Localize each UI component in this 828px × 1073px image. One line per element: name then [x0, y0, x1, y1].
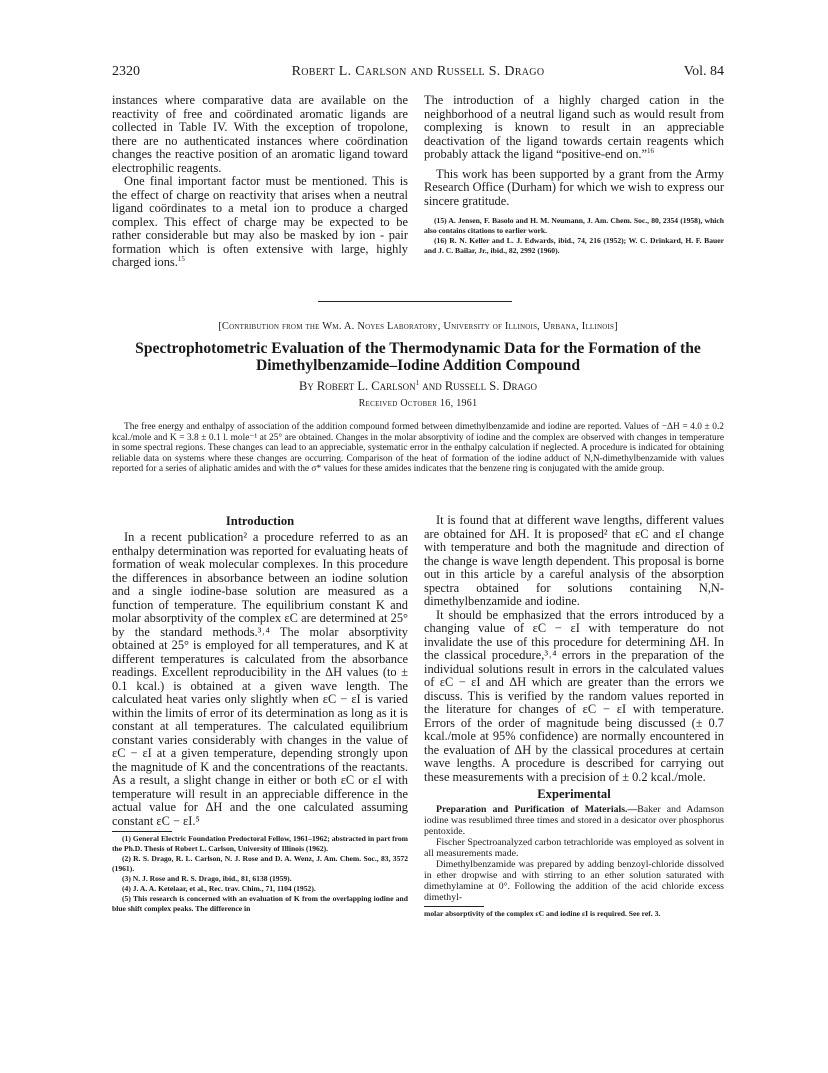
experimental-paragraph: Fischer Spectroanalyzed carbon tetrachloride was employed as solvent in all measurements made. [424, 837, 724, 859]
footnote: (15) A. Jensen, F. Basolo and H. M. Neumann, J. Am. Chem. Soc., 80, 2354 (1958), which also contains citations to earlier work. [424, 216, 724, 235]
body-paragraph: The introduction of a highly charged cation in the neighborhood of a neutral ligand such as would result from complexing is known to result in an appreciable deactivation of the ligand towards certain reagents which probably attack the ligand “positive-end on.”$^{16}$ [424, 93, 724, 161]
abstract: The free energy and enthalpy of association of the addition compound formed between dimethylbenzamide and iodine are reported. Values of −ΔH = 4.0 ± 0.2 kcal./mole and K = 3.8 ± 0.1 l. mole⁻¹ at 25° are obtained. Changes in the molar absorptivity of iodine and the complex are observed with changes in temperature in some spectral regions. These changes can lead to an appreciable, systematic error in the enthalpy calculation if neglected. A procedure is indicated for obtaining reliable data on systems where these changes are occurring. Comparison of the heat of formation of the iodine adduct of N,N-dimethylbenzamide with values reported for a series of aliphatic amides and with the σ* values for these amides indicates that the benzene ring is conjugated with the amide group. [112, 422, 724, 475]
previous-article-right-column [424, 94, 724, 256]
page-number: 2320 [112, 64, 140, 79]
acknowledgment-paragraph: This work has been supported by a grant from the Army Research Office (Durham) for which we wish to express our sincere gratitude. [424, 166, 724, 208]
footnote-ref: 16 [646, 146, 654, 155]
footnote: (5) This research is concerned with an evaluation of K from the overlapping iodine and blue shift complex peaks. The difference in [112, 894, 408, 913]
section-heading: Introduction [225, 514, 295, 528]
received-date: Received October 16, 1961 [358, 398, 478, 409]
body-paragraph: In a recent publication² a procedure referred to as an enthalpy determination was reported for evaluating heats of formation of weak molecular complexes. In this procedure the differences in absorbance between an iodine solution and a single iodine-base solution are measured as a function of temperature. The equilibrium constant K and molar absorptivity of the complex εC are determined at 25° by the standard methods.³˒⁴ The molar absorptivity obtained at 25° is employed for all temperatures, and K at different temperatures is calculated from the absorbance readings. Excellent reproducibility in the ΔH values (to ± 0.1 kcal.) is obtained at a given wave length. The calculated heat varies only slightly when εC − εI is varied within the limits of error of its determination as long as it is constant at all temperatures. The calculated equilibrium constant varies considerably with changes in the value of εC − εI at a given temperature, depending strongly upon the magnitude of K and the concentrations of the reactants. As a result, a slight change in either or both εC or εI with temperature will result in an appreciable difference in the actual value for ΔH and the one calculated assuming constant εC − εI.⁵ [112, 530, 408, 828]
footnote-ref: 15 [177, 254, 185, 263]
body-paragraph: It should be emphasized that the errors introduced by a changing value of εC − εI with temperature do not invalidate the use of this procedure for determining ΔH. In the classical procedure,³˒⁴ errors in the preparation of the individual solutions result in errors in the calculated values of εC − εI and ΔH which are greater than the errors we discuss. This is verified by the random values reported in the literature for changes of εC − εI with temperature. Errors of the order of magnitude being discussed (± 0.7 kcal./mole at 95% confidence) are normally encountered in the evaluation of ΔH by the classical procedures at certain wave lengths. A procedure is described for carrying out these measurements with a precision of ± 0.2 kcal./mole. [424, 607, 724, 784]
footnote-divider [112, 831, 172, 832]
section-divider [318, 301, 512, 302]
byline: By Robert L. Carlson$^1$ and Russell S. Drago [298, 378, 538, 393]
footnote: (4) J. A. A. Ketelaar, et al., Rec. trav. Chim., 71, 1104 (1952). [122, 884, 316, 893]
footnote: (16) R. N. Keller and L. J. Edwards, ibid., 74, 216 (1952); W. C. Drinkard, H. F. Bauer and J. C. Bailar, Jr., ibid., 82, 2992 (1960). [424, 236, 724, 255]
article-title: Spectrophotometric Evaluation of the Thermodynamic Data for the Formation of the Dimethylbenzamide–Iodine Addition Compound [135, 340, 701, 374]
footnote: (2) R. S. Drago, R. L. Carlson, N. J. Rose and D. A. Wenz, J. Am. Chem. Soc., 83, 3572 (1961). [112, 854, 408, 873]
body-paragraph: instances where comparative data are available on the reactivity of free and coördinated aromatic ligands are collected in Table IV. With the exception of tropolone, there are no authenticated instances where coördination changes the reactive position of an aromatic ligand toward electrophilic reagents. [112, 93, 408, 175]
section-heading: Experimental [537, 787, 611, 801]
body-paragraph: It is found that at different wave lengths, different values are obtained for ΔH. It is proposed² that εC and εI change with temperature and both the magnitude and direction of the change is wave length dependent. This proposal is borne out in this article by a careful analysis of the absorption spectra obtained for solutions containing N,N-dimethylbenzamide and iodine. [424, 513, 724, 608]
previous-article-left-column [112, 94, 408, 270]
author-name: Russell S. Drago [444, 379, 538, 393]
running-header [112, 64, 724, 82]
footnote: molar absorptivity of the complex εC and iodine εI is required. See ref. 3. [424, 909, 661, 918]
footnote-divider [424, 906, 484, 907]
contribution-line: [Contribution from the Wm. A. Noyes Laboratory, University of Illinois, Urbana, Illinois] [218, 321, 618, 332]
footnote: (1) General Electric Foundation Predoctoral Fellow, 1961–1962; abstracted in part from the Ph.D. Thesis of Robert L. Carlson, University of Illinois (1962). [112, 834, 408, 853]
author-name: Robert L. Carlson [316, 379, 416, 393]
experimental-paragraph: Preparation and Purification of Materials.—Baker and Adamson iodine was resublimed three times and stored in a desicator over phosphorus pentoxide. [424, 804, 724, 837]
body-paragraph: One final important factor must be mentioned. This is the effect of charge on reactivity that arises when a neutral ligand coördinates to a metal ion to produce a charged complex. This effect of charge may be expected to be rather considerable but may also be masked by ion - pair formation which is often extensive with large, highly charged ions.$^{15}$ [112, 174, 408, 269]
running-header-authors: Robert L. Carlson and Russell S. Drago [291, 64, 545, 79]
footnote: (3) N. J. Rose and R. S. Drago, ibid., 81, 6138 (1959). [122, 874, 292, 883]
runin-heading: Preparation and Purification of Materials.— [436, 804, 638, 815]
experimental-paragraph: Dimethylbenzamide was prepared by adding benzoyl-chloride dissolved in ether dropwise and with stirring to an ether solution saturated with dimethylamine at 0°. Following the addition of the acid chloride excess dimethyl- [424, 859, 724, 903]
introduction-column [112, 514, 408, 914]
right-column [424, 514, 724, 919]
volume-number: Vol. 84 [683, 64, 724, 79]
